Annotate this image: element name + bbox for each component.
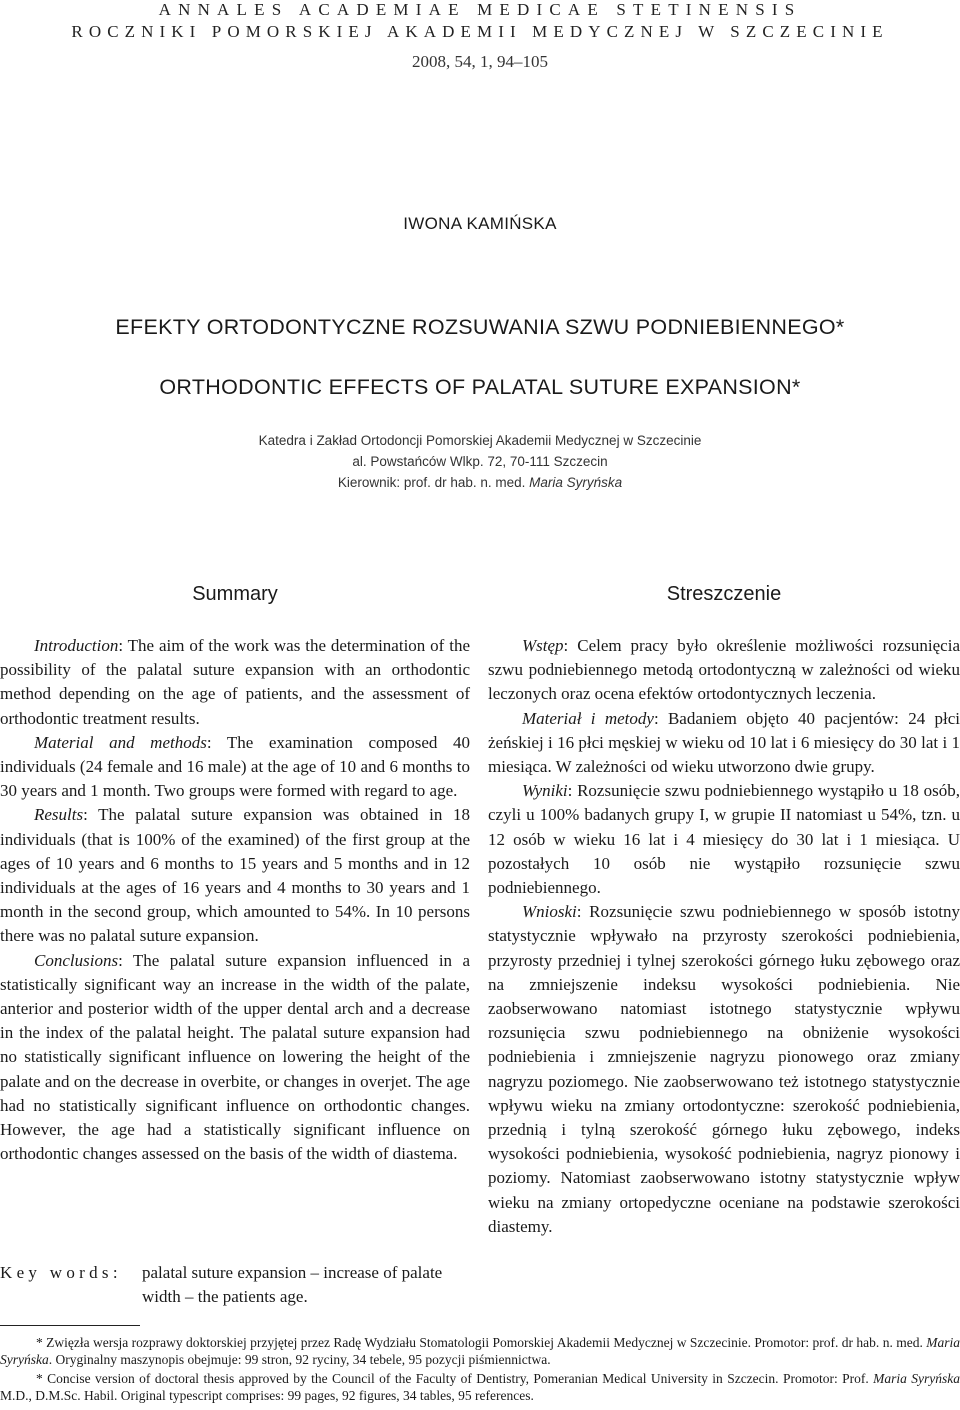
- affiliation-head: [0, 475, 960, 490]
- footnote-polish-details: . Oryginalny maszynopis obejmuje: 99 stron, 92 ryciny, 34 tebele, 95 pozycji piśmiennictwa.: [48, 1352, 551, 1368]
- summary-methods: [0, 731, 470, 804]
- affiliation-address: al. Powstańców Wlkp. 72, 70-111 Szczecin: [352, 454, 608, 469]
- journal-name-latin: ANNALES ACADEMIAE MEDICAE STETINENSIS: [158, 0, 802, 19]
- footnote-english-promotor: Maria Syryńska: [873, 1371, 960, 1386]
- summary-methods-text: : The examination composed 40 individuals (24 female and 16 male) at the age of 10 and 6 months to 30 years and 1 month. Two groups were formed with regard to age.: [0, 732, 471, 801]
- summary-results: [0, 803, 470, 948]
- summary-conclusions: [0, 949, 470, 1167]
- summary-column: [0, 583, 470, 1166]
- streszczenie-methods-label: Materiał i metody: [522, 708, 654, 728]
- summary-introduction-label: Introduction: [34, 636, 119, 655]
- keywords-text: palatal suture expansion – increase of palate width – the patients age.: [142, 1263, 443, 1307]
- streszczenie-methods-text: : Badaniem objęto 40 pacjentów: 24 płci żeńskiej i 16 płci męskiej w wieku od 10 lat i 6 miesięcy do 30 lat i 1 miesiąca. W zależności od wieku utworzono dwie grupy.: [488, 708, 960, 777]
- streszczenie-conclusions: [488, 900, 960, 1239]
- streszczenie-introduction: [488, 634, 960, 707]
- summary-heading: Summary: [192, 583, 278, 605]
- footnote-polish-text: * Zwięzła wersja rozprawy doktorskiej przyjętej przez Radę Wydziału Stomatologii Pomorskiej Akademii Medycznej w Szczecinie. Promotor: prof. dr hab. n. med.: [36, 1335, 927, 1350]
- streszczenie-conclusions-text: : Rozsunięcie szwu podniebiennego w sposób istotny statystycznie wpływało na przyrosty szerokości podniebienia, przyrosty przedniej i tylnej szerokości górnego łuku zębowego oraz na zmniejszenie indeksu wysokości podniebienia. Nie zaobserwowano natomiast istotnego statystycznie wpływu rozsunięcia szwu podniebiennego na obniżenie wysokości podniebienia i zmniejszenie nagryzu pionowego oraz zmiany nagryzu poziomego. Nie zaobserwowano też istotnego statystycznie wpływu wieku na zmiany ortodontyczne: szerokość podniebienia, przednią i tylną szerokość górnego łuku zębowego, indeks wysokości podniebienia, wysokość podniebienia, nagryz pionowy i poziomy. Natomiast zaobserwowano istotny statystycznie wpływ wieku na zmiany ortopedyczne oceniane na podstawie szerokości diastemy.: [488, 902, 960, 1236]
- streszczenie-results-label: Wyniki: [522, 781, 568, 801]
- footnote-divider: [0, 1325, 140, 1326]
- footnote-polish-promotor: Maria Syryńska: [0, 1335, 960, 1368]
- streszczenie-methods: [488, 707, 960, 780]
- affiliation-head-name: Maria Syryńska: [529, 475, 623, 490]
- summary-methods-label: Material and methods: [34, 732, 207, 752]
- footnote-english: [0, 1370, 960, 1404]
- keywords-label: Key words:: [0, 1263, 122, 1282]
- summary-results-text: : The palatal suture expansion was obtained in 18 individuals (that is 100% of the examined) of the first group at the ages of 10 years and 6 months to 15 years and 5 months and in 12 individuals at the ages of 16 years and 4 months to 30 years and 1 month in the second group, which amounted to 54%. In 10 persons there was no palatal suture expansion.: [0, 805, 470, 946]
- summary-conclusions-label: Conclusions: [34, 950, 119, 970]
- streszczenie-column: [488, 583, 960, 1239]
- summary-introduction: [0, 634, 470, 731]
- summary-conclusions-text: : The palatal suture expansion influenced in a statistically significant way an increase in the width of the palate, anterior and posterior width of the upper dental arch and a decrease in the index of the palatal height. The palatal suture expansion had no statistically significant influence on lowering the height of the palate and on the decrease in overbite, or changes in overjet. The age had no statistically significant influence on orthodontic changes. However, the age had a statistically significant influence on orthodontic changes assessed on the basis of the width of diastema.: [0, 950, 470, 1164]
- streszczenie-introduction-label: Wstęp: [522, 636, 564, 655]
- title-polish: EFEKTY ORTODONTYCZNE ROZSUWANIA SZWU PODNIEBIENNEGO*: [115, 315, 845, 339]
- affiliation-department: Katedra i Zakład Ortodoncji Pomorskiej Akademii Medycznej w Szczecinie: [258, 433, 702, 448]
- summary-results-label: Results: [34, 805, 84, 825]
- journal-name-polish: ROCZNIKI POMORSKIEJ AKADEMII MEDYCZNEJ W SZCZECINIE: [71, 22, 889, 41]
- footnote-english-text: * Concise version of doctoral thesis approved by the Council of the Faculty of Dentistry, Pomeranian Medical University in Szczecin. Promotor: Prof.: [36, 1371, 874, 1386]
- keywords: [0, 1261, 470, 1309]
- footnote-english-details: M.D., D.M.Sc. Habil. Original typescript comprises: 99 pages, 92 figures, 34 tables, 95 references.: [0, 1388, 534, 1404]
- volume-info: 2008, 54, 1, 94–105: [412, 52, 548, 71]
- title-english: ORTHODONTIC EFFECTS OF PALATAL SUTURE EXPANSION*: [159, 375, 801, 399]
- footnote-polish: [0, 1334, 960, 1368]
- streszczenie-conclusions-label: Wnioski: [522, 902, 577, 922]
- streszczenie-results-text: : Rozsunięcie szwu podniebiennego wystąpiło u 18 osób, czyli u 100% badanych grupy I, w grupie II natomiast u 54%, tzn. u 12 osób w wieku 16 lat i 4 miesięcy do 30 lat i 1 miesiąca. U pozostałych 10 osób nie wystąpiło rozsunięcie szwu podniebiennego.: [488, 781, 960, 898]
- streszczenie-results: [488, 779, 960, 900]
- affiliation-head-prefix: Kierownik: prof. dr hab. n. med.: [337, 475, 530, 490]
- streszczenie-introduction-text: : Celem pracy było określenie możliwości rozsunięcia szwu podniebiennego metodą ortodontyczną w zależności od wieku leczonych oraz ocena efektów ortodontycznych leczenia.: [488, 636, 960, 704]
- streszczenie-heading: Streszczenie: [666, 583, 782, 605]
- author-name: IWONA KAMIŃSKA: [403, 214, 557, 233]
- summary-introduction-text: : The aim of the work was the determination of the possibility of the palatal suture expansion with an orthodontic method depending on the age of patients, and the assessment of orthodontic treatment results.: [0, 636, 470, 728]
